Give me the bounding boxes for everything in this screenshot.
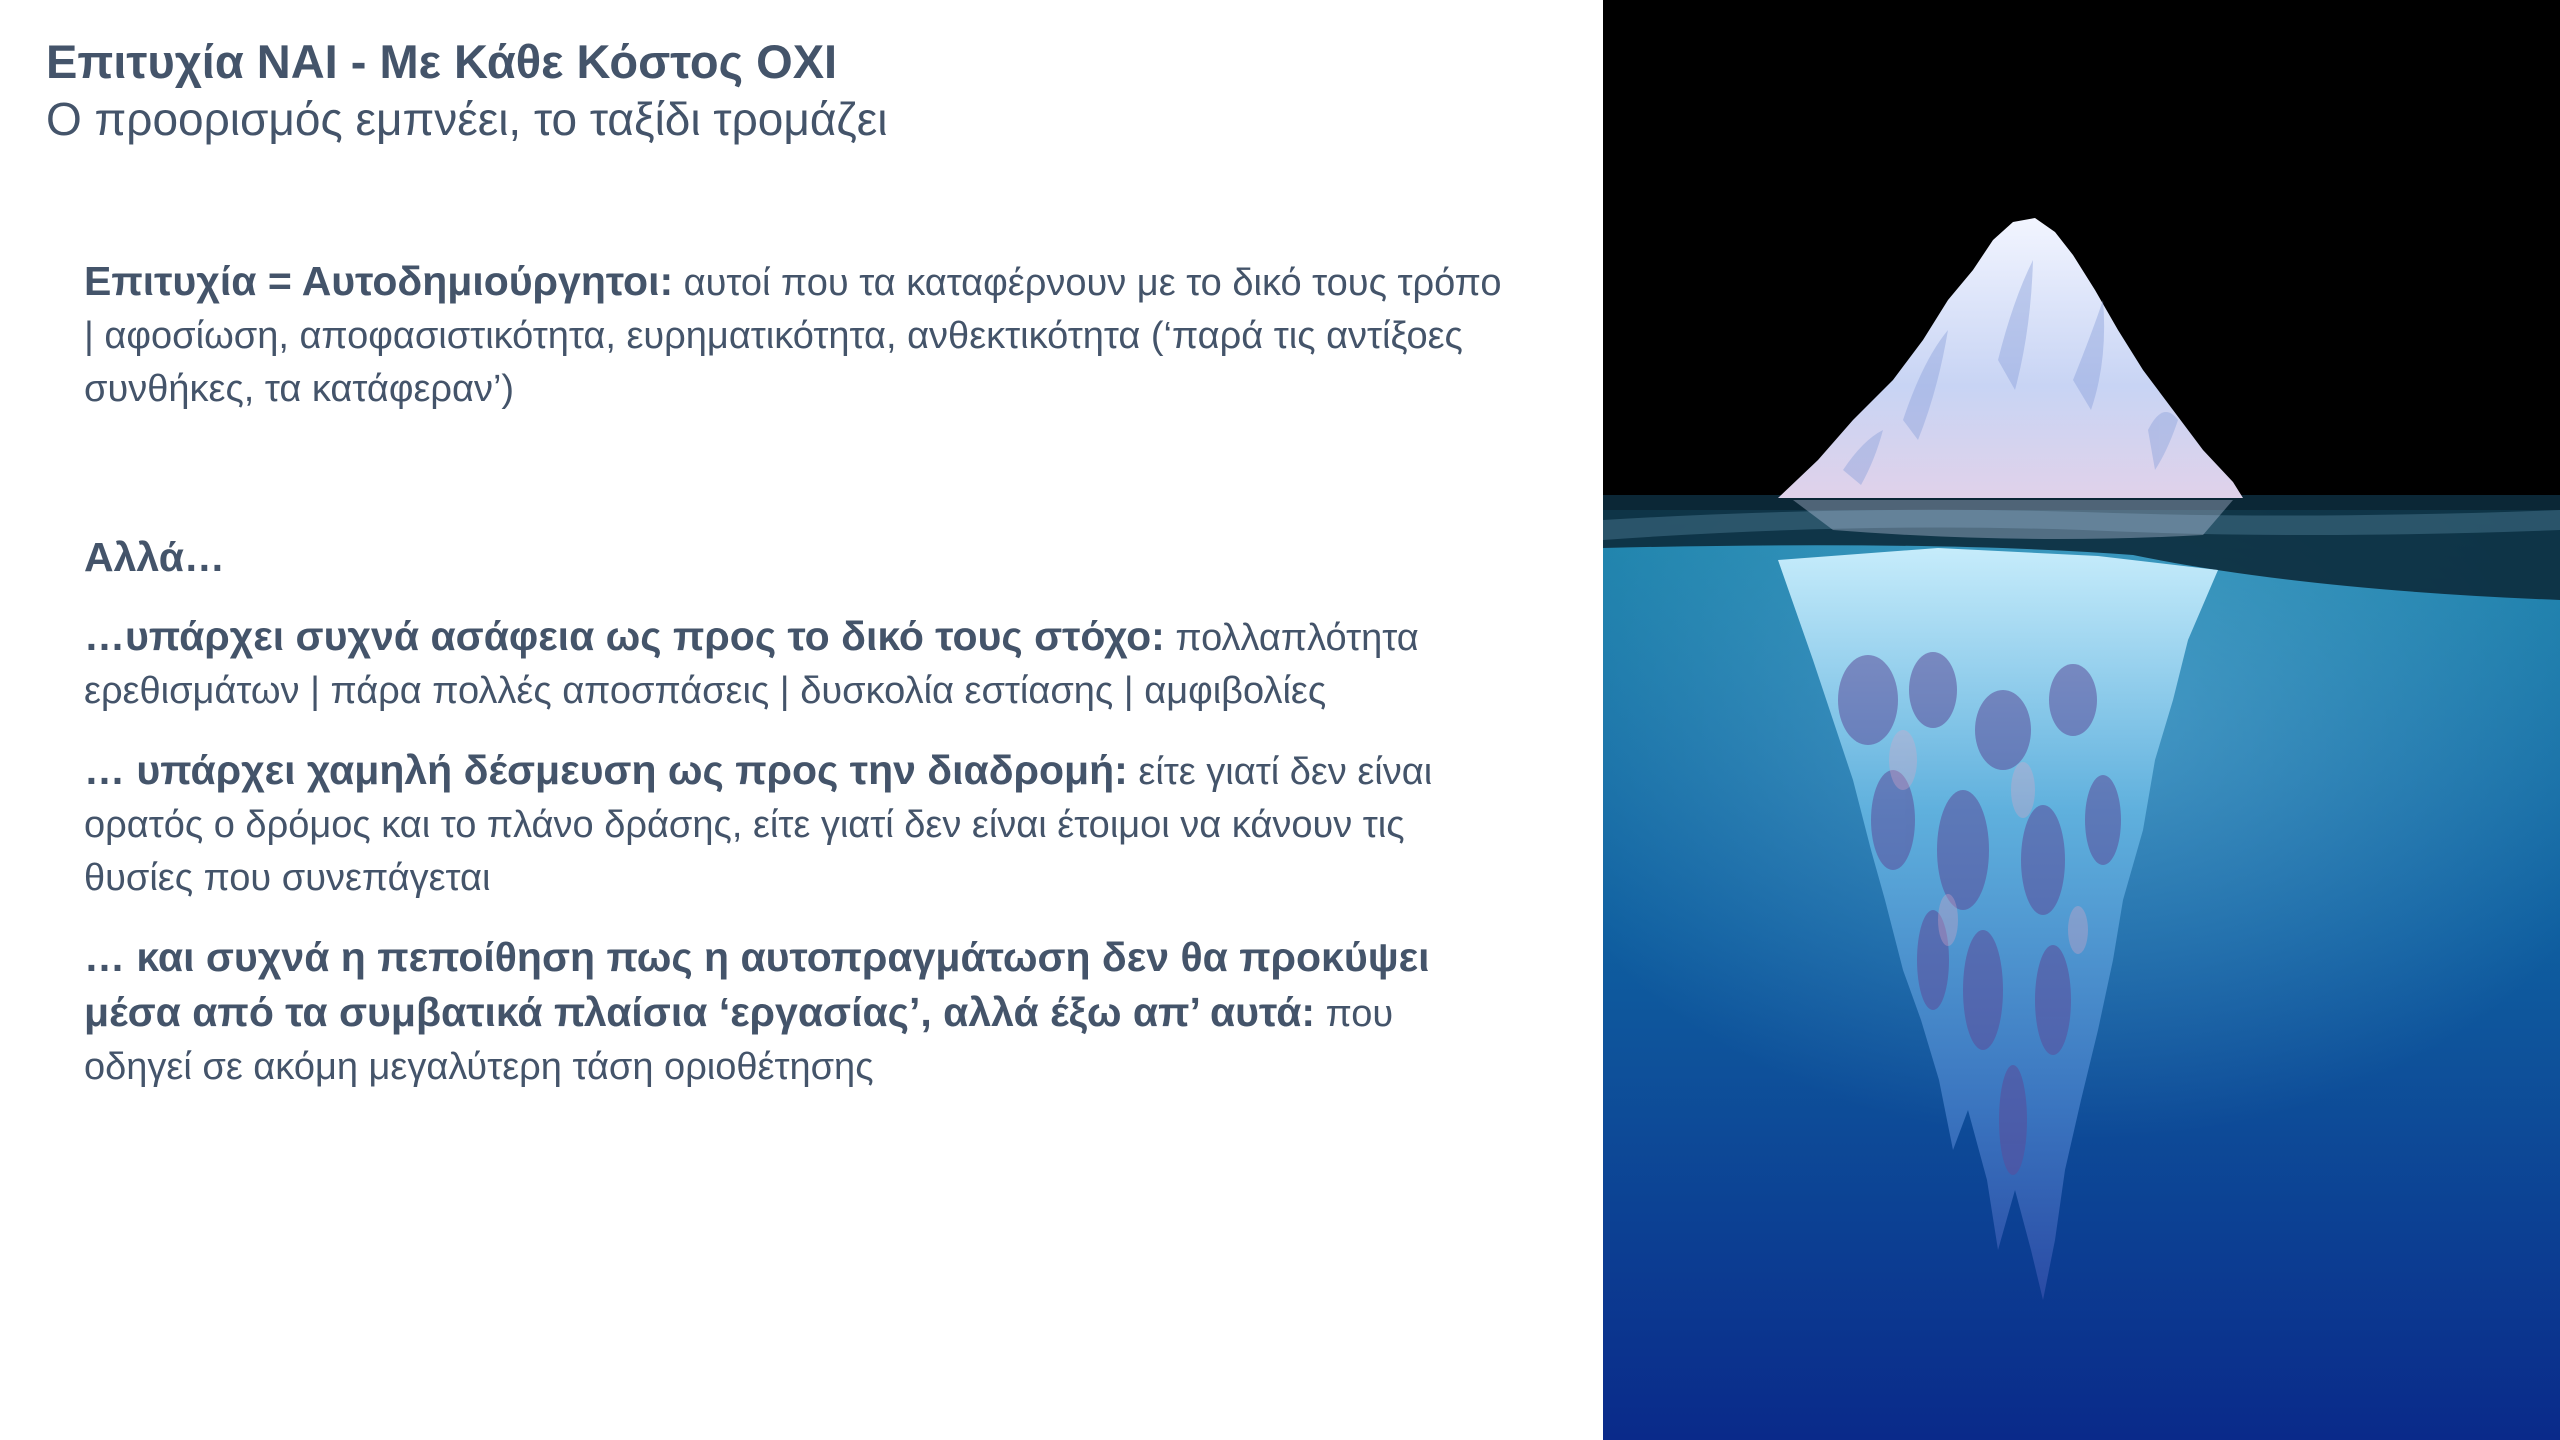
paragraph-commitment [84, 744, 1504, 905]
paragraph-ambiguity [84, 610, 1504, 718]
paragraph-ambiguity-lead: …υπάρχει συχνά ασάφεια ως προς το δικό τους στόχο: [84, 613, 1165, 659]
paragraph-success-text: αυτοί που τα καταφέρνουν με το δικό τους τρόπο | αφοσίωση, αποφασιστικότητα, ευρηματικότητα, ανθεκτικότητα (‘παρά τις αντίξοες συνθήκες, τα κατάφεραν’) [84, 262, 1502, 410]
slide-title: Επιτυχία ΝΑΙ - Με Κάθε Κόστος ΟΧΙ [46, 35, 838, 88]
paragraph-commitment-lead: … υπάρχει χαμηλή δέσμευση ως προς την διαδρομή: [84, 747, 1128, 793]
paragraph-self-actualization-lead: … και συχνά η πεποίθηση πως η αυτοπραγμάτωση δεν θα προκύψει μέσα από τα συμβατικά πλαίσια ‘εργασίας’, αλλά έξω απ’ αυτά: [84, 934, 1430, 1035]
slide-subtitle: Ο προορισμός εμπνέει, το ταξίδι τρομάζει [46, 93, 888, 145]
paragraph-success [84, 255, 1504, 416]
paragraph-ambiguity-text: πολλαπλότητα ερεθισμάτων | πάρα πολλές αποσπάσεις | δυσκολία εστίασης | αμφιβολίες [84, 617, 1419, 712]
section-heading: Αλλά… [84, 534, 225, 580]
paragraph-self-actualization [84, 931, 1504, 1094]
paragraph-self-actualization-text: που οδηγεί σε ακόμη μεγαλύτερη τάση οριοθέτησης [84, 993, 1394, 1088]
paragraph-success-lead: Επιτυχία = Αυτοδημιούργητοι: [84, 258, 674, 304]
iceberg-image [1603, 0, 2560, 1440]
slide-body [84, 255, 1504, 1094]
paragraph-commitment-text: είτε γιατί δεν είναι ορατός ο δρόμος και το πλάνο δράσης, είτε γιατί δεν είναι έτοιμοι να κάνουν τις θυσίες που συνεπάγεται [84, 751, 1433, 899]
